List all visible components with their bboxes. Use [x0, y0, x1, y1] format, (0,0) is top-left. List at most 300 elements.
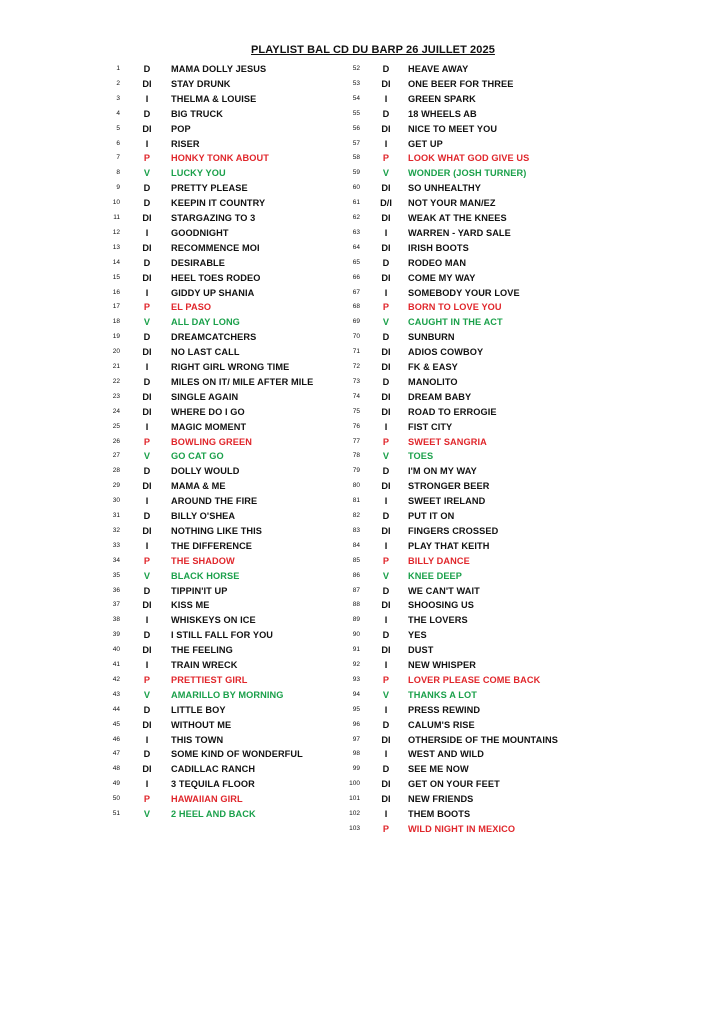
dance-level-code: DI: [381, 794, 391, 805]
dance-level-code: P: [382, 823, 390, 834]
dance-level-code: P: [382, 674, 390, 685]
row-number: 72: [352, 363, 360, 370]
dance-level-code: DI: [381, 242, 391, 253]
row-number: 101: [349, 795, 360, 803]
song-title: WITHOUT ME: [171, 719, 232, 730]
song-title: COME MY WAY: [408, 272, 476, 283]
dance-level-code: DI: [142, 600, 152, 611]
dance-level-code: V: [382, 570, 390, 581]
song-title: BILLY DANCE: [408, 555, 470, 566]
row-number: 12: [112, 228, 120, 236]
song-title: ADIOS COWBOY: [408, 347, 484, 358]
row-number: 60: [352, 184, 360, 192]
song-title: WEST AND WILD: [408, 749, 484, 760]
row-number: 1: [116, 65, 120, 72]
dance-level-code: D: [143, 108, 151, 119]
row-number: 96: [352, 720, 360, 728]
row-number: 40: [112, 646, 120, 654]
dance-level-code: I: [145, 496, 149, 507]
dance-level-code: D: [143, 466, 151, 477]
row-number: 18: [112, 318, 120, 326]
dance-level-code: V: [143, 809, 151, 819]
song-title: SWEET IRELAND: [408, 496, 486, 507]
dance-level-code: DI: [381, 645, 391, 656]
dance-level-code: V: [143, 570, 151, 581]
dance-level-code: D: [143, 704, 151, 715]
song-title: THE FEELING: [171, 645, 233, 656]
song-title: PUT IT ON: [408, 511, 455, 521]
dance-level-code: D: [382, 108, 390, 119]
song-title: WHERE DO I GO: [171, 406, 245, 417]
dance-level-code: DI: [381, 734, 391, 745]
row-number: 59: [352, 169, 360, 177]
dance-level-code: V: [143, 689, 151, 700]
song-title: RISER: [171, 138, 200, 149]
row-number: 9: [116, 184, 120, 192]
row-number: 20: [112, 348, 120, 356]
row-number: 91: [352, 646, 360, 654]
song-title: DUST: [408, 645, 434, 656]
song-title: PRETTY PLEASE: [171, 183, 248, 194]
row-number: 37: [112, 601, 120, 609]
dance-level-code: I: [384, 660, 388, 670]
dance-level-code: DI: [142, 391, 152, 402]
song-title: BOWLING GREEN: [171, 436, 252, 447]
row-number: 66: [352, 273, 360, 281]
song-title: LOVER PLEASE COME BACK: [408, 674, 541, 685]
row-number: 15: [112, 273, 120, 281]
dance-level-code: DI: [381, 406, 391, 417]
row-number: 50: [112, 795, 120, 803]
dance-level-code: I: [384, 93, 388, 104]
row-number: 82: [352, 512, 360, 519]
row-number: 70: [352, 333, 360, 341]
row-number: 85: [352, 556, 360, 564]
song-title: KISS ME: [171, 600, 210, 611]
dance-level-code: D/I: [380, 198, 392, 209]
song-title: RIGHT GIRL WRONG TIME: [171, 362, 290, 372]
dance-level-code: V: [382, 168, 390, 179]
dance-level-code: DI: [142, 272, 152, 283]
row-number: 73: [352, 377, 360, 385]
dance-level-code: D: [143, 585, 151, 596]
song-title: SWEET SANGRIA: [408, 436, 487, 447]
dance-level-code: D: [382, 257, 390, 268]
song-title: KNEE DEEP: [408, 570, 462, 581]
song-title: RECOMMENCE MOI: [171, 242, 260, 253]
song-title: GIDDY UP SHANIA: [171, 287, 255, 298]
song-title: GREEN SPARK: [408, 93, 476, 104]
dance-level-code: D: [143, 183, 151, 194]
row-number: 97: [352, 735, 360, 743]
dance-level-code: P: [143, 436, 151, 447]
row-number: 102: [349, 810, 360, 817]
row-number: 56: [352, 124, 360, 132]
row-number: 87: [352, 586, 360, 594]
row-number: 64: [352, 243, 360, 251]
row-number: 74: [352, 392, 360, 400]
song-title: WONDER (JOSH TURNER): [408, 168, 527, 179]
row-number: 36: [112, 586, 120, 594]
dance-level-code: D: [382, 511, 390, 521]
song-title: TOES: [408, 451, 434, 462]
row-number: 46: [112, 735, 120, 743]
song-title: STAY DRUNK: [171, 78, 231, 89]
song-title: FINGERS CROSSED: [408, 525, 499, 536]
dance-level-code: DI: [142, 78, 152, 89]
row-number: 38: [112, 616, 120, 624]
dance-level-code: DI: [142, 764, 152, 775]
song-title: TIPPIN'IT UP: [171, 585, 228, 596]
dance-level-code: I: [384, 138, 388, 149]
song-title: GET ON YOUR FEET: [408, 779, 500, 790]
dance-level-code: I: [145, 660, 149, 670]
row-number: 33: [112, 541, 120, 549]
row-number: 81: [352, 497, 360, 505]
song-title: SOMEBODY YOUR LOVE: [408, 287, 520, 298]
song-title: ROAD TO ERROGIE: [408, 406, 497, 417]
row-number: 99: [352, 765, 360, 773]
row-number: 41: [112, 661, 120, 668]
row-number: 31: [112, 512, 120, 519]
dance-level-code: I: [145, 615, 149, 626]
song-title: THE SHADOW: [171, 555, 235, 566]
row-number: 88: [352, 601, 360, 609]
dance-level-code: D: [382, 585, 390, 596]
song-title: BIG TRUCK: [171, 108, 223, 119]
song-title: NEW WHISPER: [408, 660, 476, 670]
dance-level-code: I: [384, 540, 388, 551]
song-title: DREAMCATCHERS: [171, 332, 257, 343]
row-number: 84: [352, 541, 360, 549]
song-title: FIST CITY: [408, 421, 453, 432]
song-title: MAMA DOLLY JESUS: [171, 64, 267, 74]
song-title: THE DIFFERENCE: [171, 540, 253, 551]
dance-level-code: V: [143, 168, 151, 179]
row-number: 92: [352, 661, 360, 668]
row-number: 80: [352, 482, 360, 490]
song-title: HEEL TOES RODEO: [171, 272, 261, 283]
song-title: LOOK WHAT GOD GIVE US: [408, 153, 530, 164]
row-number: 53: [352, 79, 360, 87]
row-number: 49: [112, 780, 120, 788]
song-title: SEE ME NOW: [408, 764, 469, 775]
row-number: 75: [352, 407, 360, 415]
song-title: FK & EASY: [408, 362, 458, 372]
dance-level-code: DI: [142, 481, 152, 492]
row-number: 94: [352, 690, 360, 698]
song-title: WE CAN'T WAIT: [408, 585, 480, 596]
song-title: DREAM BABY: [408, 391, 472, 402]
row-number: 76: [352, 422, 360, 430]
row-number: 86: [352, 571, 360, 579]
row-number: 98: [352, 750, 360, 758]
row-number: 68: [352, 303, 360, 311]
song-title: SHOOSING US: [408, 600, 474, 611]
row-number: 39: [112, 631, 120, 639]
row-number: 43: [112, 690, 120, 698]
song-title: STARGAZING TO 3: [171, 213, 256, 223]
dance-level-code: P: [143, 555, 151, 566]
dance-level-code: I: [145, 779, 149, 790]
song-title: SUNBURN: [408, 332, 455, 343]
song-title: HAWAIIAN GIRL: [171, 794, 243, 805]
row-number: 78: [352, 452, 360, 460]
song-title: PLAY THAT KEITH: [408, 540, 490, 551]
dance-level-code: DI: [381, 183, 391, 194]
row-number: 58: [352, 154, 360, 162]
row-number: 42: [112, 675, 120, 683]
row-number: 65: [352, 258, 360, 266]
dance-level-code: I: [384, 421, 388, 432]
row-number: 10: [112, 199, 120, 207]
dance-level-code: DI: [381, 347, 391, 358]
song-title: WHISKEYS ON ICE: [171, 615, 256, 626]
song-title: 18 WHEELS AB: [408, 108, 477, 119]
row-number: 55: [352, 109, 360, 117]
row-number: 95: [352, 705, 360, 713]
song-title: PRETTIEST GIRL: [171, 674, 248, 685]
dance-level-code: DI: [142, 406, 152, 417]
row-number: 27: [112, 452, 120, 460]
song-title: WARREN - YARD SALE: [408, 227, 511, 238]
song-title: STRONGER BEER: [408, 481, 490, 492]
song-title: LITTLE BOY: [171, 704, 226, 715]
dance-level-code: D: [143, 749, 151, 760]
dance-level-code: D: [143, 630, 151, 641]
song-title: THELMA & LOUISE: [171, 93, 257, 104]
dance-level-code: DI: [142, 347, 152, 358]
dance-level-code: I: [384, 496, 388, 507]
song-title: GO CAT GO: [171, 451, 224, 462]
song-title: KEEPIN IT COUNTRY: [171, 198, 266, 209]
dance-level-code: DI: [142, 645, 152, 656]
row-number: 93: [352, 675, 360, 683]
song-title: POP: [171, 123, 191, 134]
row-number: 77: [352, 437, 360, 445]
row-number: 32: [112, 526, 120, 534]
dance-level-code: P: [143, 674, 151, 685]
row-number: 22: [112, 377, 120, 385]
song-title: DOLLY WOULD: [171, 466, 240, 477]
row-number: 17: [112, 303, 120, 311]
row-number: 3: [116, 94, 120, 102]
dance-level-code: D: [143, 64, 151, 74]
song-title: SINGLE AGAIN: [171, 391, 239, 402]
song-title: CALUM'S RISE: [408, 719, 475, 730]
row-number: 28: [112, 467, 120, 475]
dance-level-code: I: [145, 734, 149, 745]
song-title: 3 TEQUILA FLOOR: [171, 779, 255, 790]
song-title: NEW FRIENDS: [408, 794, 474, 805]
song-title: I STILL FALL FOR YOU: [171, 630, 274, 641]
dance-level-code: D: [143, 198, 151, 209]
row-number: 54: [352, 94, 360, 102]
dance-level-code: V: [143, 317, 151, 328]
dance-level-code: D: [143, 511, 151, 521]
row-number: 19: [112, 333, 120, 341]
dance-level-code: D: [382, 466, 390, 477]
row-number: 90: [352, 631, 360, 639]
song-title: SOME KIND OF WONDERFUL: [171, 749, 303, 760]
dance-level-code: P: [382, 436, 390, 447]
row-number: 57: [352, 139, 360, 147]
song-title: NOT YOUR MAN/EZ: [408, 198, 496, 209]
dance-level-code: P: [143, 302, 151, 313]
song-title: THE LOVERS: [408, 615, 468, 626]
song-title: 2 HEEL AND BACK: [171, 809, 256, 819]
row-number: 67: [352, 288, 360, 296]
row-number: 62: [352, 214, 360, 221]
row-number: 14: [112, 258, 120, 266]
dance-level-code: I: [145, 138, 149, 149]
row-number: 100: [349, 780, 360, 788]
dance-level-code: P: [382, 555, 390, 566]
dance-level-code: D: [382, 332, 390, 343]
row-number: 45: [112, 720, 120, 728]
dance-level-code: I: [145, 540, 149, 551]
song-title: NICE TO MEET YOU: [408, 123, 498, 134]
song-title: BLACK HORSE: [171, 570, 240, 581]
dance-level-code: DI: [381, 481, 391, 492]
row-number: 52: [352, 65, 360, 72]
dance-level-code: DI: [142, 719, 152, 730]
row-number: 24: [112, 407, 120, 415]
dance-level-code: P: [382, 302, 390, 313]
song-title: AROUND THE FIRE: [171, 496, 258, 507]
dance-level-code: DI: [142, 213, 152, 223]
song-title: BILLY O'SHEA: [171, 511, 236, 521]
dance-level-code: DI: [381, 362, 391, 372]
dance-level-code: DI: [381, 272, 391, 283]
row-number: 13: [112, 243, 120, 251]
row-number: 35: [112, 571, 120, 579]
dance-level-code: DI: [381, 779, 391, 790]
dance-level-code: I: [145, 421, 149, 432]
song-title: LUCKY YOU: [171, 168, 226, 179]
page-title: PLAYLIST BAL CD DU BARP 26 JUILLET 2025: [251, 44, 495, 56]
song-title: NO LAST CALL: [171, 347, 240, 358]
dance-level-code: I: [145, 362, 149, 372]
song-title: IRISH BOOTS: [408, 242, 469, 253]
song-title: HEAVE AWAY: [408, 64, 469, 74]
dance-level-code: I: [384, 809, 388, 819]
song-title: THEM BOOTS: [408, 809, 471, 819]
dance-level-code: V: [382, 451, 390, 462]
row-number: 89: [352, 616, 360, 624]
row-number: 23: [112, 392, 120, 400]
row-number: 6: [116, 139, 120, 147]
dance-level-code: DI: [381, 78, 391, 89]
dance-level-code: DI: [381, 391, 391, 402]
song-title: WILD NIGHT IN MEXICO: [408, 823, 516, 834]
dance-level-code: D: [143, 376, 151, 387]
row-number: 103: [349, 824, 360, 832]
dance-level-code: P: [143, 794, 151, 805]
row-number: 21: [112, 363, 120, 370]
dance-level-code: DI: [142, 123, 152, 134]
row-number: 29: [112, 482, 120, 490]
song-title: MANOLITO: [408, 376, 458, 387]
dance-level-code: D: [382, 376, 390, 387]
row-number: 63: [352, 228, 360, 236]
row-number: 34: [112, 556, 120, 564]
dance-level-code: I: [145, 93, 149, 104]
dance-level-code: DI: [381, 525, 391, 536]
row-number: 69: [352, 318, 360, 326]
song-title: DESIRABLE: [171, 257, 225, 268]
dance-level-code: I: [384, 287, 388, 298]
dance-level-code: P: [382, 153, 390, 164]
song-title: MAGIC MOMENT: [171, 421, 247, 432]
row-number: 61: [352, 199, 360, 207]
song-title: TRAIN WRECK: [171, 660, 238, 670]
row-number: 30: [112, 497, 120, 505]
row-number: 2: [116, 79, 120, 87]
song-title: THANKS A LOT: [408, 689, 477, 700]
song-title: GOODNIGHT: [171, 227, 229, 238]
dance-level-code: V: [382, 317, 390, 328]
dance-level-code: D: [143, 332, 151, 343]
dance-level-code: DI: [142, 242, 152, 253]
song-title: YES: [408, 630, 427, 641]
song-title: GET UP: [408, 138, 443, 149]
dance-level-code: V: [382, 689, 390, 700]
row-number: 5: [116, 124, 120, 132]
row-number: 79: [352, 467, 360, 475]
song-title: ONE BEER FOR THREE: [408, 78, 514, 89]
song-title: WEAK AT THE KNEES: [408, 213, 507, 223]
row-number: 44: [112, 705, 120, 713]
song-title: OTHERSIDE OF THE MOUNTAINS: [408, 734, 558, 745]
row-number: 26: [112, 437, 120, 445]
dance-level-code: I: [384, 615, 388, 626]
dance-level-code: DI: [381, 123, 391, 134]
song-title: NOTHING LIKE THIS: [171, 525, 263, 536]
song-title: SO UNHEALTHY: [408, 183, 481, 194]
dance-level-code: I: [384, 227, 388, 238]
dance-level-code: D: [382, 630, 390, 641]
row-number: 71: [352, 348, 360, 356]
song-title: RODEO MAN: [408, 257, 467, 268]
row-number: 7: [116, 154, 120, 162]
song-title: MAMA & ME: [171, 481, 226, 492]
song-title: PRESS REWIND: [408, 704, 481, 715]
dance-level-code: V: [143, 451, 151, 462]
song-title: CADILLAC RANCH: [171, 764, 256, 775]
dance-level-code: D: [382, 719, 390, 730]
row-number: 11: [113, 214, 120, 221]
row-number: 8: [116, 169, 120, 177]
row-number: 47: [112, 750, 120, 758]
dance-level-code: DI: [381, 600, 391, 611]
row-number: 16: [112, 288, 120, 296]
dance-level-code: DI: [381, 213, 391, 223]
song-title: ALL DAY LONG: [171, 317, 240, 328]
row-number: 4: [116, 109, 120, 117]
dance-level-code: I: [145, 287, 149, 298]
song-title: THIS TOWN: [171, 734, 224, 745]
song-title: AMARILLO BY MORNING: [171, 689, 284, 700]
dance-level-code: D: [382, 764, 390, 775]
row-number: 48: [112, 765, 120, 773]
dance-level-code: I: [384, 749, 388, 760]
dance-level-code: I: [145, 227, 149, 238]
dance-level-code: P: [143, 153, 151, 164]
dance-level-code: I: [384, 704, 388, 715]
song-title: MILES ON IT/ MILE AFTER MILE: [171, 376, 314, 387]
dance-level-code: DI: [142, 525, 152, 536]
